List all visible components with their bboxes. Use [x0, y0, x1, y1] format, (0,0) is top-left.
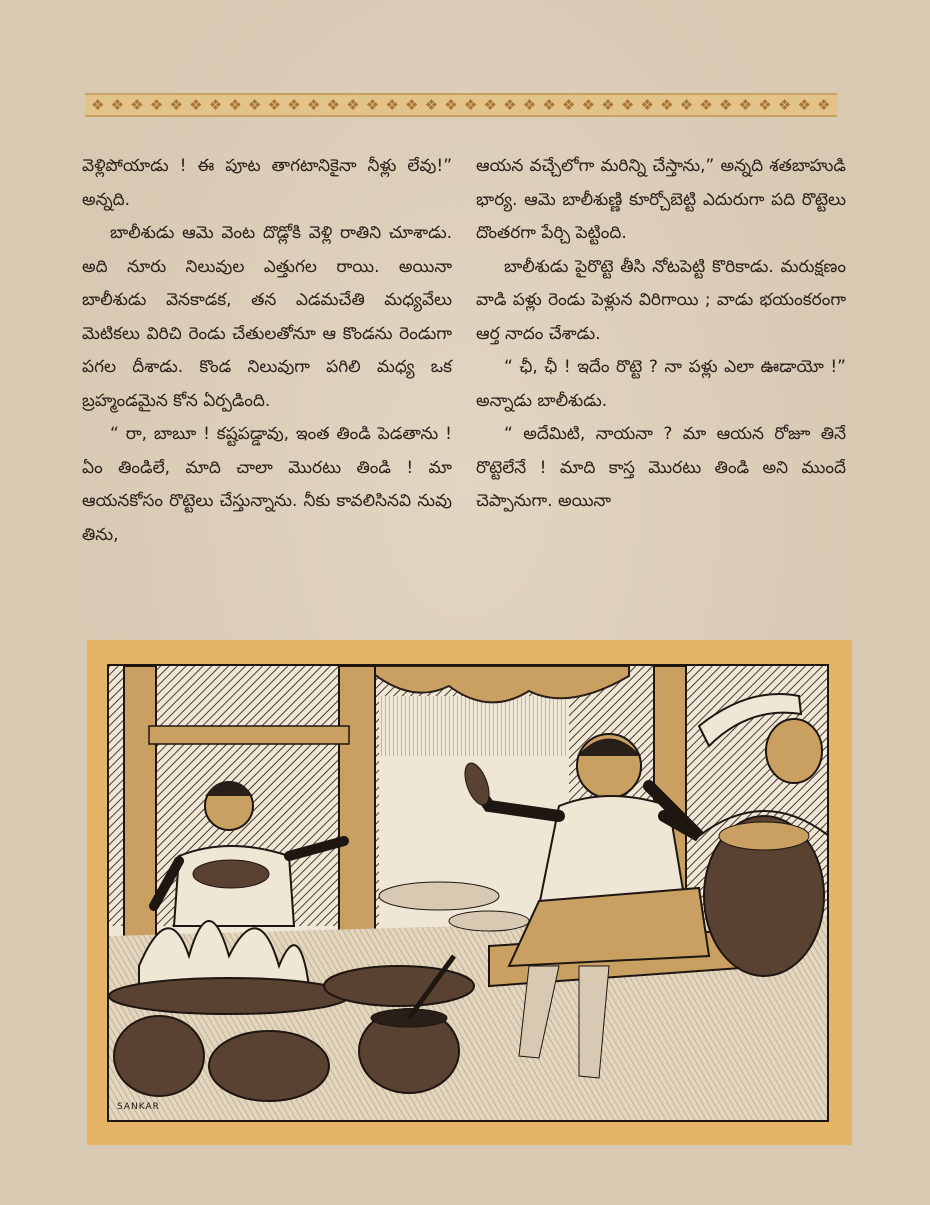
ornament-glyph: ❖	[444, 95, 458, 114]
ornament-glyph: ❖	[562, 95, 576, 114]
paragraph: “ రా, బాబూ ! కష్టపడ్డావు, ఇంత తిండి పెడతాను ! ఏం తిండిలే, మాది చాలా మొరటు తిండి ! మా ఆయనకోసం రొట్టెలు చేస్తున్నాను. నీకు కావలిసినవి నువు తిను,	[82, 424, 452, 545]
ornament-glyph: ❖	[424, 95, 439, 114]
paragraph: ఆయన వచ్చేలోగా మరిన్ని చేస్తాను,” అన్నది శతబాహుడి భార్య. ఆమె బాలీశుణ్ణి కూర్చోబెట్టి ఎదురుగా పది రొట్టెలు దొంతరగా పేర్చి పెట్టింది.	[476, 156, 846, 243]
decorative-border	[85, 93, 837, 117]
paragraph: వెళ్లిపోయాడు ! ఈ పూట తాగటానికైనా నీళ్లు లేవు!” అన్నది.	[82, 156, 452, 210]
griddle	[109, 978, 349, 1014]
ornament-glyph: ❖	[797, 95, 811, 114]
ornament-glyph: ❖	[738, 95, 753, 114]
ornament-glyph: ❖	[149, 95, 164, 114]
ornament-glyph: ❖	[660, 95, 674, 114]
ornament-glyph: ❖	[346, 95, 360, 114]
ornament-glyph: ❖	[601, 95, 615, 114]
ornament-glyph: ❖	[463, 95, 478, 114]
paragraph: “ ఛీ, ఛీ ! ఇదేం రొట్టె ? నా పళ్లు ఎలా ఊడాయో !” అన్నాడు బాలీశుడు.	[476, 357, 846, 411]
ornament-glyph: ❖	[189, 95, 203, 114]
ornament-glyph: ❖	[130, 95, 144, 114]
ornament-glyph: ❖	[581, 95, 596, 114]
illustration-frame	[87, 640, 852, 1145]
ornament-glyph: ❖	[248, 95, 262, 114]
ornament-glyph: ❖	[110, 95, 125, 114]
ornament-glyph: ❖	[208, 95, 223, 114]
ornament-glyph: ❖	[503, 95, 517, 114]
ornament-glyph: ❖	[483, 95, 497, 114]
paragraph: బాలీశుడు ఆమె వెంట దొడ్లోకి వెళ్లి రాతిని చూశాడు. అది నూరు నిలువుల ఎత్తుగల రాయి. అయినా బాలీశుడు వెనకాడక, తన ఎడమచేతి మధ్యవేలు మెటికలు విరిచి రెండు చేతులతోనూ ఆ కొండను రెండుగా పగల దీశాడు. కొండ నిలువుగా పగిలి మధ్య ఒక బ్రహ్మండమైన కోన ఏర్పడింది.	[82, 223, 452, 411]
ornament-glyph: ❖	[267, 95, 282, 114]
jug	[766, 719, 822, 783]
right-column	[476, 150, 846, 519]
ornament-glyph: ❖	[385, 95, 399, 114]
ornament-glyph: ❖	[542, 95, 556, 114]
paragraph: “ అదేమిటి, నాయనా ? మా ఆయన రోజూ తినే రొట్టెలేనే ! మాది కాస్త మొరటు తిండి అని ముందే చెప్పానుగా. అయినా	[476, 424, 846, 511]
paragraph: బాలీశుడు పైరొట్టె తీసి నోటపెట్టి కొరికాడు. మరుక్షణం వాడి పళ్లు రెండు పెళ్లున విరిగాయి ; వాడు భయంకరంగా ఆర్త నాదం చేశాడు.	[476, 256, 846, 344]
ornament-glyph: ❖	[169, 95, 183, 114]
ornament-glyph: ❖	[640, 95, 654, 114]
ornament-glyph: ❖	[405, 95, 419, 114]
ornament-glyph: ❖	[817, 95, 831, 114]
ornament-glyph: ❖	[522, 95, 537, 114]
illustration	[107, 664, 829, 1122]
illustration-drawing	[109, 666, 827, 1120]
left-column	[82, 150, 452, 552]
artist-signature: SANKAR	[117, 1102, 160, 1112]
ornament-glyph: ❖	[287, 95, 301, 114]
ornament-glyph: ❖	[365, 95, 380, 114]
ornament-glyph: ❖	[719, 95, 733, 114]
ornament-glyph: ❖	[679, 95, 694, 114]
ornament-glyph: ❖	[777, 95, 792, 114]
ornament-glyph: ❖	[228, 95, 242, 114]
ornament-glyph: ❖	[699, 95, 713, 114]
ornament-glyph: ❖	[620, 95, 635, 114]
ornament-glyph: ❖	[326, 95, 340, 114]
ornament-glyph: ❖	[91, 95, 105, 114]
pillar-middle	[339, 666, 375, 956]
pan	[324, 966, 474, 1006]
ornament-glyph: ❖	[758, 95, 772, 114]
ornament-glyph: ❖	[306, 95, 321, 114]
